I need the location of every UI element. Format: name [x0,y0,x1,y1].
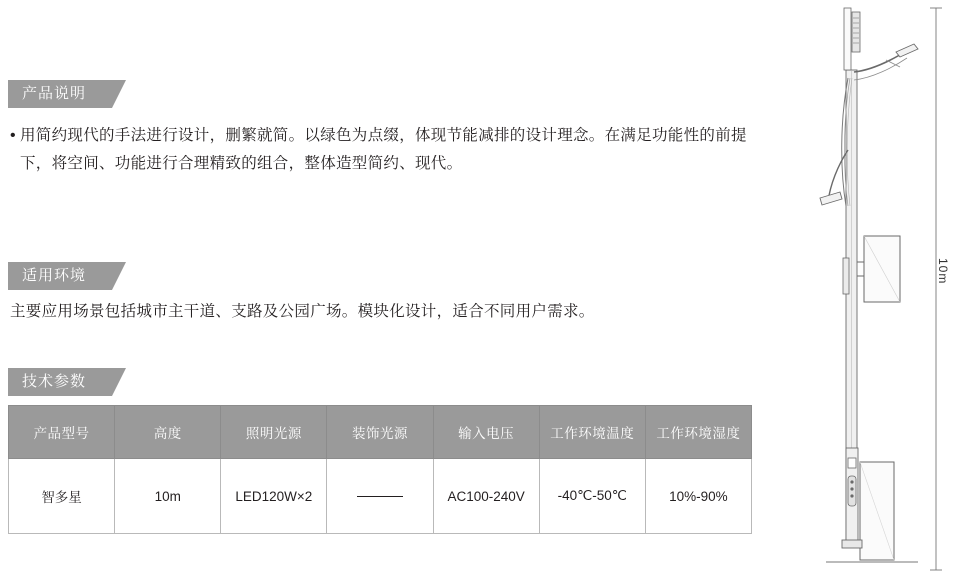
environment-description-text: 主要应用场景包括城市主干道、支路及公园广场。模块化设计，适合不同用户需求。 [10,303,595,320]
smart-pole-drawing-icon [768,0,958,578]
section-heading-specs: 技术参数 [8,368,112,396]
product-illustration [768,0,958,578]
bullet-icon: • [10,127,16,144]
dash-icon [357,496,403,497]
cell-temperature: -40℃-50℃ [539,459,645,534]
product-description [10,122,762,178]
section-heading-product: 产品说明 [8,80,112,108]
column-header-humidity: 工作环境湿度 [645,406,751,459]
column-header-voltage: 输入电压 [433,406,539,459]
cell-deco-light [327,459,433,534]
table-header-row [9,406,752,459]
product-description-text: 用简约现代的手法进行设计，删繁就简。以绿色为点缀，体现节能减排的设计理念。在满足功能性的前提下，将空间、功能进行合理精致的组合，整体造型简约、现代。 [20,127,747,172]
column-header-temperature: 工作环境温度 [539,406,645,459]
cell-voltage: AC100-240V [433,459,539,534]
column-header-model: 产品型号 [9,406,115,459]
column-header-height: 高度 [115,406,221,459]
column-header-light-source: 照明光源 [221,406,327,459]
column-header-deco-light: 装饰光源 [327,406,433,459]
cell-light-source: LED120W×2 [221,459,327,534]
spec-table [8,405,752,534]
dimension-label-height: 10m [936,258,950,285]
cell-humidity: 10%-90% [645,459,751,534]
cell-height: 10m [115,459,221,534]
section-heading-environment: 适用环境 [8,262,112,290]
cell-model: 智多星 [9,459,115,534]
table-row [9,459,752,534]
